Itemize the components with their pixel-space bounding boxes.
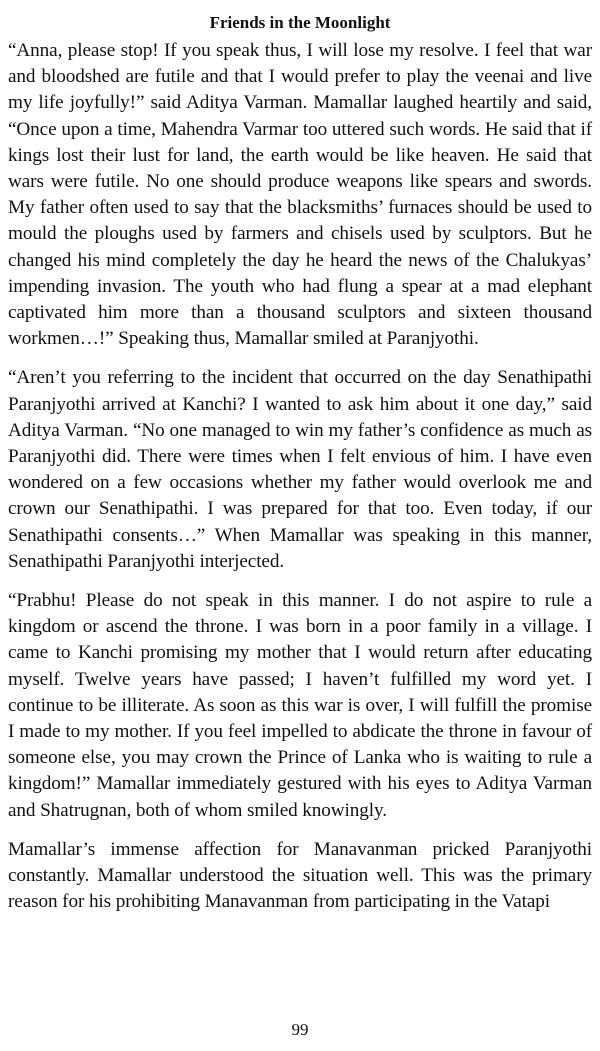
page-number: 99 <box>291 1020 309 1039</box>
paragraph-spacer <box>8 352 592 365</box>
paragraph-3: “Prabhu! Please do not speak in this manner. I do not aspire to rule a kingdom or ascend the throne. I was born in a poor family in a village. I came to Kanchi promising my mother that I would return after educating myself. Twelve years have passed; I haven’t fulfilled my word yet. I continue to be illiterate. As soon as this war is over, I will fulfill the promise I made to my mother. If you feel impelled to abdicate the throne in favour of someone else, you may crown the Prince of Lanka who is waiting to rule a kingdom!” Mamallar immediately gestured with his eyes to Aditya Varman and Shatrugnan, both of whom smiled knowingly. <box>8 590 592 821</box>
paragraph-2: “Aren’t you referring to the incident that occurred on the day Senathipathi Paranjyothi arrived at Kanchi? I wanted to ask him about it one day,” said Aditya Varman. “No one managed to win my father’s confidence as much as Paranjyothi did. There were times when I felt envious of him. I have even wondered on a few occasions whether my father would overlook me and crown our Senathipathi. I was prepared for that too. Even today, if our Senathipathi consents…” When Mamallar was speaking in this manner, Senathipathi Paranjyothi interjected. <box>8 367 592 572</box>
paragraph-spacer <box>8 575 592 588</box>
paragraph-1: “Anna, please stop! If you speak thus, I will lose my resolve. I feel that war and bloodshed are futile and that I would prefer to play the veenai and live my life joyfully!” said Aditya Varman. Mamallar laughed heartily and said, “Once upon a time, Mahendra Varmar too uttered such words. He said that if kings lost their lust for land, the earth would be like heaven. He said that wars were futile. No one should produce weapons like spears and swords. My father often used to say that the blacksmiths’ furnaces should be used to mould the ploughs used by farmers and chisels used by sculptors. But he changed his mind completely the day he heard the news of the Chalukyas’ impending invasion. The youth who had flung a spear at a mad elephant captivated him more than a thousand sculptors and sixteen thousand workmen…!” Speaking thus, Mamallar smiled at Paranjyothi. <box>8 40 592 350</box>
paragraph-4: Mamallar’s immense affection for Manavanman pricked Paranjyothi constantly. Mamallar understood the situation well. This was the primary reason for his prohibiting Manavanman from participating in the Vatapi <box>8 838 592 913</box>
running-head: Friends in the Moonlight <box>209 13 391 32</box>
paragraph-spacer <box>8 824 592 837</box>
